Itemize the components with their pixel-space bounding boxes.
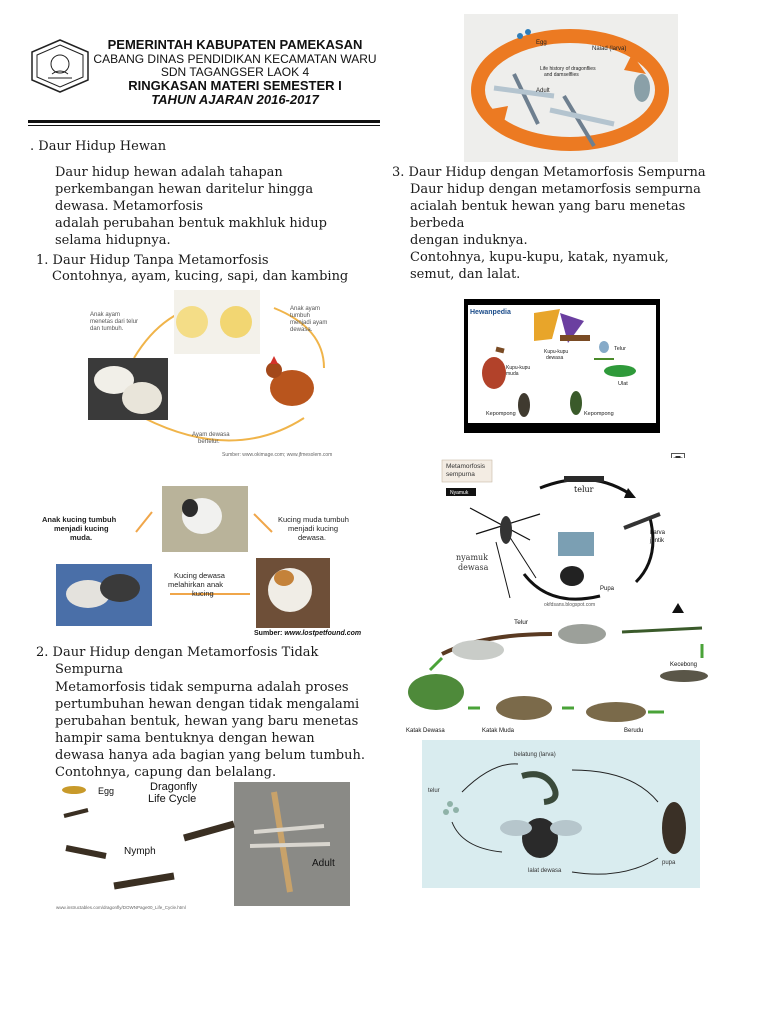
chicken-label: tumbuh [290,313,311,319]
chicken-label: dewasa. [290,327,313,333]
dragonfly-history-title: and damselflies [544,72,579,78]
dragonfly-title: Dragonfly [150,782,198,793]
item2-title [36,644,318,678]
butterfly-label: dewasa [546,355,564,361]
cat-label: melahirkan anak [168,580,224,589]
header-rule-thin [28,125,380,126]
item2-line: Contohnya, capung dan belalang. [55,765,277,780]
mosquito-credit: okfdsans.blogspot.com [544,602,596,608]
dragonfly-history-naiad: Naiad (larva) [592,46,627,52]
butterfly-label: Telur [614,346,626,352]
butterfly-brand: Hewanpedia [470,309,511,316]
dragonfly-history-title: Life history of dragonflies [540,66,596,72]
header-line-4: RINGKASAN MATERI SEMESTER I [128,78,342,93]
item2-line: hampir sama bentuknya dengan hewan [55,731,315,746]
fly-label: telur [428,788,440,794]
item2-line: Metamorfosis tidak sempurna adalah proses [55,680,349,695]
item3-title: 3. Daur Hidup dengan Metamorfosis Sempurna [392,165,706,180]
chicken-label: menjadi ayam [290,320,328,326]
item3-line: Contohnya, kupu-kupu, katak, nyamuk, [410,250,669,265]
intro-line: dewasa. Metamorfosis [55,199,204,214]
mosquito-life-cycle-figure [440,458,686,612]
dragonfly-adult-label: Adult [312,858,335,869]
item1-text: Contohnya, ayam, kucing, sapi, dan kambing [52,269,349,284]
mosquito-label: dewasa [458,563,489,572]
item3-text [410,181,740,283]
intro-line: Daur hidup hewan adalah tahapan [55,165,283,180]
mosquito-label: Larva [650,530,666,536]
butterfly-label: Kepompong [486,411,516,417]
item2-title-line: 2. Daur Hidup dengan Metamorfosis Tidak [36,645,319,660]
dragonfly-history-adult: Adult [536,88,550,94]
item3-line: semut, dan lalat. [410,267,521,282]
cat-label: menjadi kucing [288,524,339,533]
butterfly-label: Ulat [618,381,628,387]
intro-line: adalah perubahan bentuk makhluk hidup [55,216,327,231]
cat-label: Anak kucing tumbuh [42,515,117,524]
cat-life-cycle-figure [40,484,370,640]
butterfly-label: Kepompong [584,411,614,417]
item3-line: berbeda [410,216,465,231]
cat-label: dewasa. [298,533,326,542]
item2-title-line: Sempurna [55,662,123,677]
section-title: . Daur Hidup Hewan [30,139,167,154]
frog-label: Katak Dewasa [406,728,445,734]
fly-label: lalat dewasa [528,868,562,874]
cat-label: kucing [192,589,214,598]
header-rule-thick [28,120,380,123]
svg-text:Sumber: www.lostpetfound.com [254,630,361,637]
dragonfly-title: Life Cycle [148,793,197,805]
mosquito-label: telur [574,485,594,494]
mosquito-label: jentik [650,538,665,544]
frog-label: Kecebong [670,662,698,668]
item2-text [55,679,385,781]
cat-label: muda. [70,533,93,542]
mosquito-label: Pupa [600,586,615,592]
fly-label: belatung (larva) [514,752,556,758]
intro-paragraph [55,164,375,249]
item3-line: acialah bentuk hewan yang baru menetas [410,199,686,214]
frog-label: Telur [514,619,529,626]
header-line-2: CABANG DINAS PENDIDIKAN KECAMATAN WARU [93,52,377,66]
item2-line: perubahan bentuk, hewan yang baru menetas [55,714,359,729]
frog-label: Katak Muda [482,728,515,734]
frog-life-cycle-figure [402,614,722,736]
mosquito-title: Metamorfosis [446,463,486,470]
chicken-life-cycle-figure [84,288,366,462]
item1-title: 1. Daur Hidup Tanpa Metamorfosis [36,253,269,268]
svg-text:nyamuk dewasa [456,553,491,572]
chicken-label: dan tumbuh. [90,326,124,332]
dragonfly-url: www.instructables.com/dragonfly/DOWNPage00_Life_Cycle.html [56,905,186,910]
chicken-label: menetas dari telur [90,319,139,325]
mosquito-label: nyamuk [456,553,489,562]
header-line-1: PEMERINTAH KABUPATEN PAMEKASAN [107,37,363,52]
chicken-label: bertelur. [198,439,220,445]
fly-life-cycle-figure [422,740,700,888]
dragonfly-egg-label: Egg [98,786,115,796]
frog-label: Berudu [624,728,644,734]
butterfly-label: muda [506,371,519,377]
mosquito-title: sempurna [446,471,475,478]
triangle-marker [672,598,684,608]
intro-line: perkembangan hewan daritelur hingga [55,182,314,197]
intro-line: selama hidupnya. [55,233,171,248]
fly-label: pupa [662,860,676,866]
svg-text:Dragonfly Life Cycle [148,782,200,805]
cat-label: Kucing muda tumbuh [278,515,349,524]
chicken-label: Anak ayam [90,312,121,318]
header-line-3: SDN TAGANGSER LAOK 4 [160,65,310,79]
item2-line: pertumbuhan hewan dengan tidak mengalami [55,697,360,712]
dragonfly-nymph-label: Nymph [124,846,156,857]
chicken-label: Ayam dewasa [192,432,230,438]
butterfly-life-cycle-figure [464,299,660,433]
dragonfly-history-egg: Egg [536,40,547,46]
item3-line: dengan induknya. [410,233,528,248]
cat-label: menjadi kucing [54,524,109,533]
dragonfly-life-cycle-figure [54,782,350,912]
chicken-label: Anak ayam [290,306,321,312]
cat-source-prefix: Sumber: [254,630,285,637]
item2-line: dewasa hanya ada bagian yang belum tumbuh. [55,748,365,763]
item3-line: Daur hidup dengan metamorfosis sempurna [410,182,701,197]
cat-label: Kucing dewasa [174,571,225,580]
dragonfly-history-figure [464,14,678,162]
butterfly-label: Kupu-kupu [544,349,569,355]
butterfly-label: Kupu-kupu [506,365,531,371]
chicken-source: Sumber: www.okimage.com; www.jfmesolem.com [222,452,333,458]
header-line-5: TAHUN AJARAN 2016-2017 [151,92,319,107]
mosquito-tag: Nyamuk [450,490,469,496]
cat-source-url: www.lostpetfound.com [284,630,362,637]
